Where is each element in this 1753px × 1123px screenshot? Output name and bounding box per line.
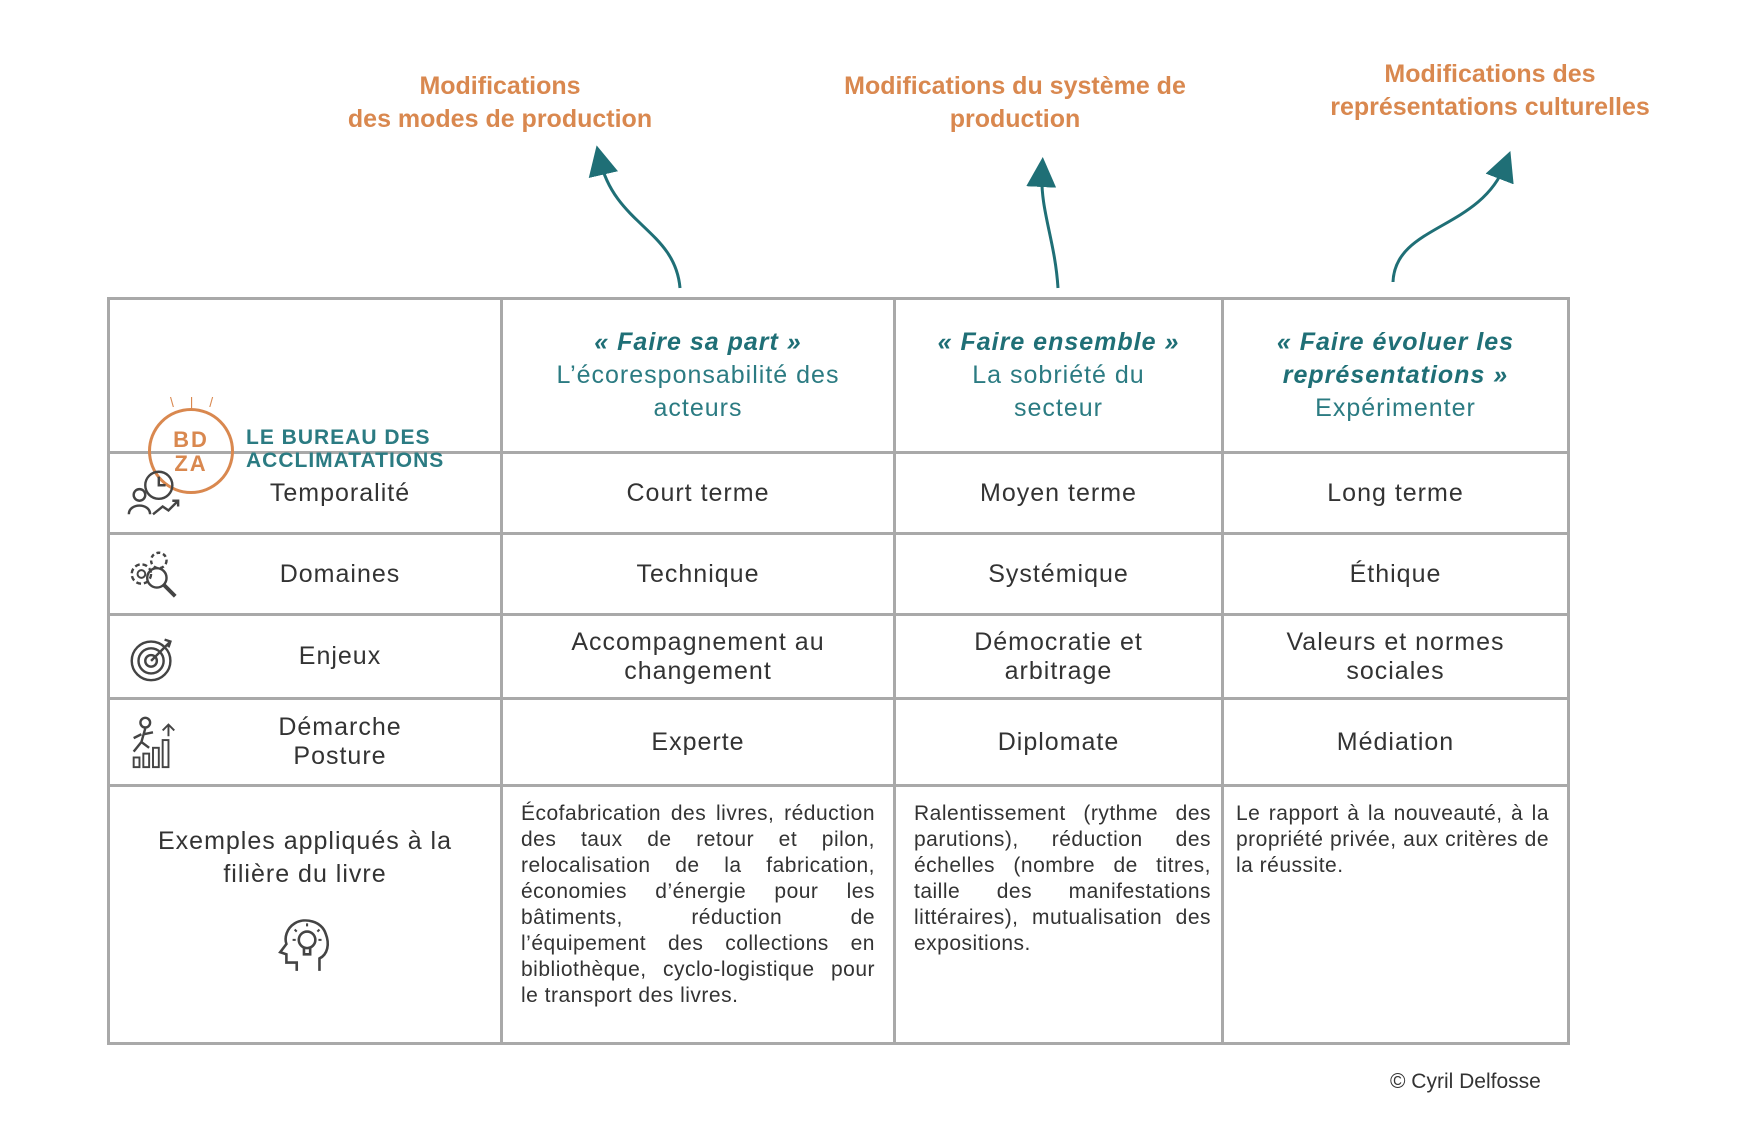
comparison-table [107,297,1570,1045]
target-icon [124,628,182,686]
header-row [109,299,1569,453]
column-header-1: « Faire sa part » L’écoresponsabilité des acteurs [502,299,895,453]
column-header-2: « Faire ensemble » La sobriété du secteur [895,299,1223,453]
table-row [109,615,1569,699]
arrow-2 [1042,172,1058,288]
cell-demarche-3: Médiation [1223,699,1569,786]
row-label-demarche: Démarche Posture [109,699,502,786]
head-lightbulb-icon [274,913,336,975]
cell-domaines-2: Systémique [895,534,1223,615]
arrows-layer [0,0,1753,300]
cell-demarche-2: Diplomate [895,699,1223,786]
arrow-3 [1393,165,1505,282]
examples-cell-3: Le rapport à la nouveauté, à la propriété privée, aux critères de la réussite. [1223,786,1569,1044]
table-row [109,453,1569,534]
label-production-system: Modifications du système de production [844,72,1186,133]
cell-domaines-1: Technique [502,534,895,615]
examples-cell-1: Écofabrication des livres, réduction des taux de retour et pilon, relocalisation de la fabrication, économies d’énergie pour les bâtiments, réduction de l’équipement des collections en bibliothèque, cyclo-logistique pour le transport des livres. [502,786,895,1044]
row-label-domaines: Domaines [109,534,502,615]
table-row [109,699,1569,786]
examples-label: Exemples appliqués à la filière du livre [158,826,452,888]
gears-search-icon [124,545,182,603]
cell-enjeux-1: Accompagnement au changement [502,615,895,699]
label-cultural-representations: Modifications des représentations culturelles [1330,60,1650,121]
credit: © Cyril Delfosse [1390,1070,1541,1093]
column-header-3: « Faire évoluer les représentations » Expérimenter [1223,299,1569,453]
logo-name: LE BUREAU DES ACCLIMATATIONS [246,425,445,472]
clock-person-icon [124,464,182,522]
row-label-examples [109,786,502,1044]
cell-demarche-1: Experte [502,699,895,786]
examples-cell-2: Ralentissement (rythme des parutions), réduction des échelles (nombre de titres, taille des manifestations littéraires), mutualisation des expositions. [895,786,1223,1044]
row-label-enjeux: Enjeux [109,615,502,699]
logo-rays-icon: \ | / [170,393,220,410]
arrow-1 [600,160,680,288]
cell-enjeux-3: Valeurs et normes sociales [1223,615,1569,699]
row-label-temporalite: Temporalité [109,453,502,534]
logo-circle: BD ZA [148,408,234,494]
table-row [109,534,1569,615]
cell-enjeux-2: Démocratie et arbitrage [895,615,1223,699]
cell-temporalite-1: Court terme [502,453,895,534]
logo-cell [109,299,502,476]
label-production-modes: Modifications des modes de production [347,72,653,133]
cell-temporalite-2: Moyen terme [895,453,1223,534]
cell-temporalite-3: Long terme [1223,453,1569,534]
examples-row [109,786,1569,1044]
cell-domaines-3: Éthique [1223,534,1569,615]
climbing-chart-icon [124,713,182,771]
